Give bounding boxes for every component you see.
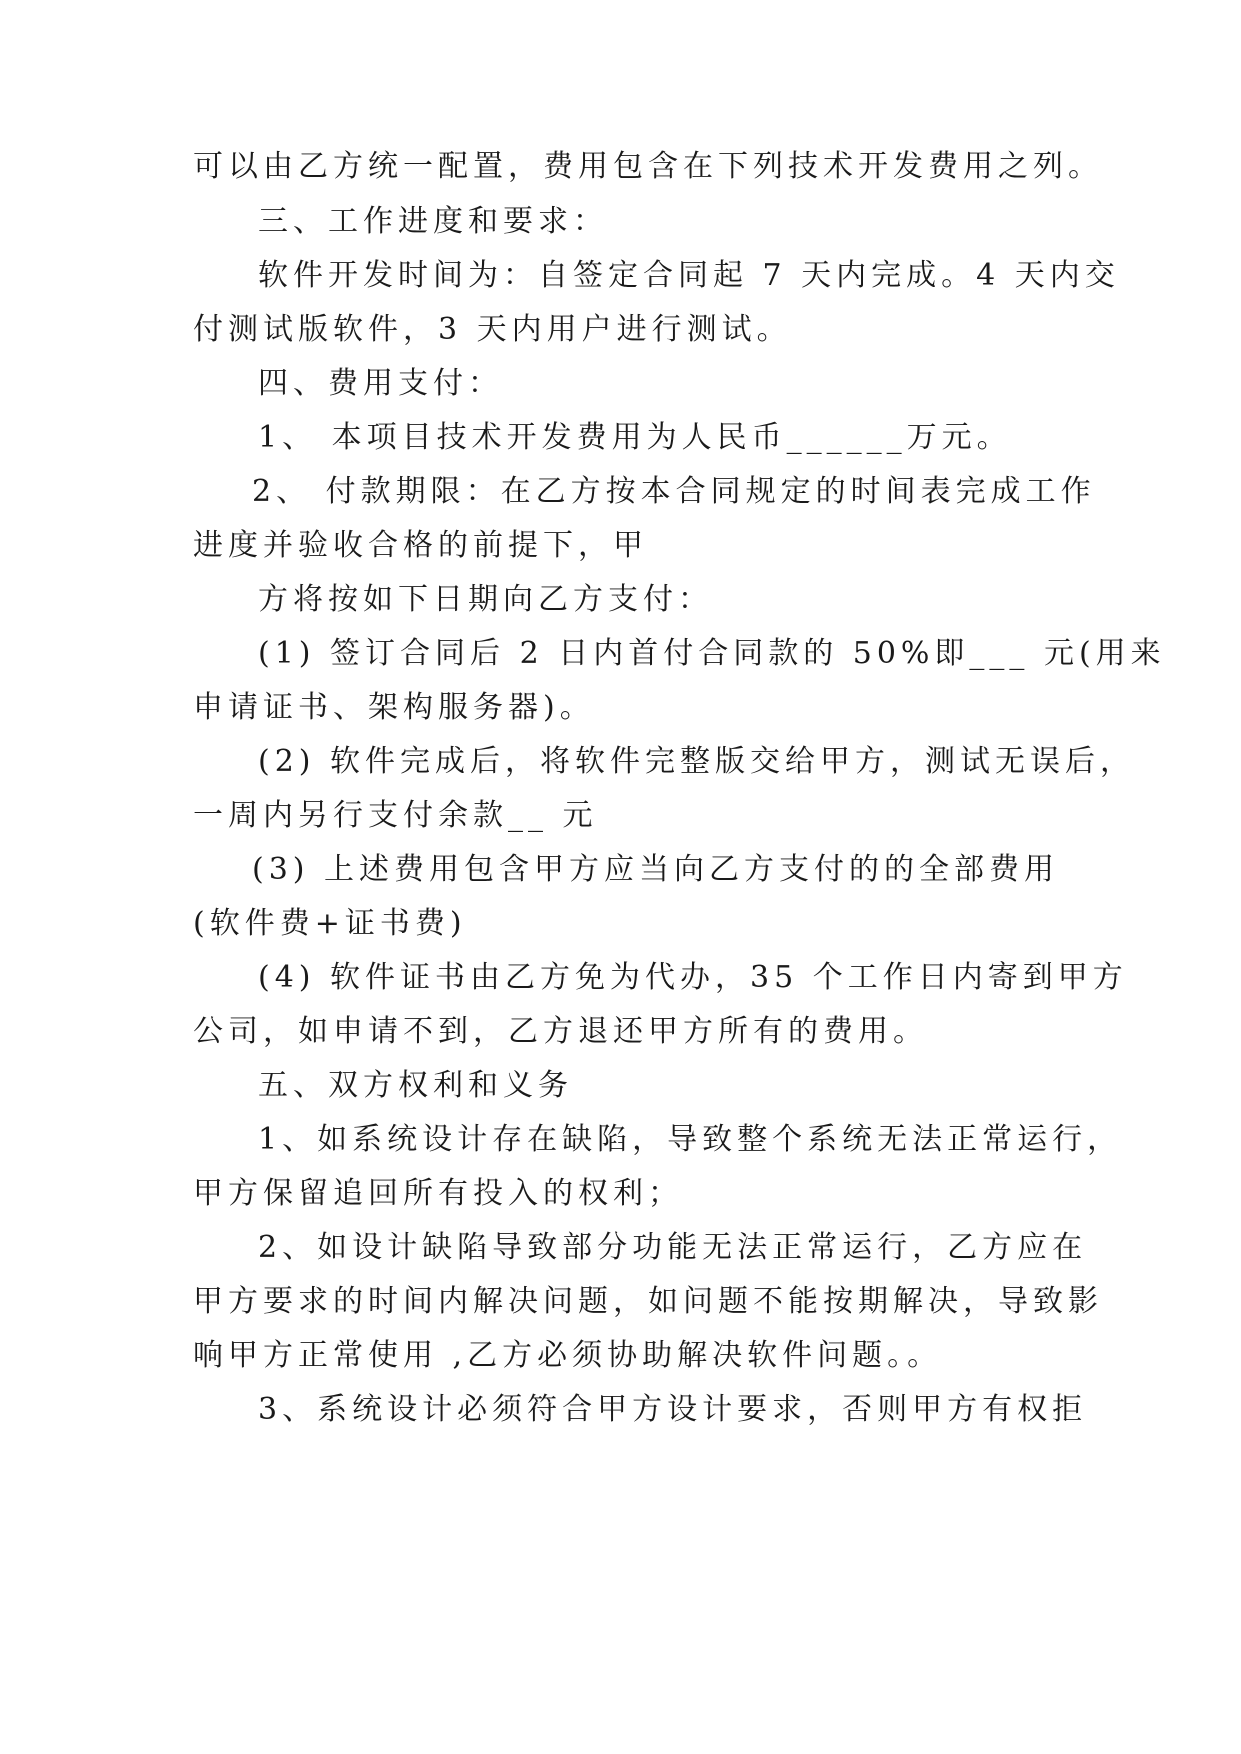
- text-line: 响甲方正常使用 ,乙方必须协助解决软件问题。。: [193, 1338, 943, 1373]
- text-line: 2、 付款期限：在乙方按本合同规定的时间表完成工作: [252, 474, 1096, 509]
- text-line: 1、如系统设计存在缺陷，导致整个系统无法正常运行，: [258, 1122, 1123, 1157]
- text-line: (1) 签订合同后 2 日内首付合同款的 50%即___ 元(用来: [258, 636, 1166, 671]
- text-line: 付测试版软件，3 天内用户进行测试。: [193, 312, 792, 347]
- text-line: 进度并验收合格的前提下，甲: [193, 528, 648, 563]
- text-line: (3) 上述费用包含甲方应当向乙方支付的的全部费用: [252, 852, 1060, 887]
- section-heading-5: 五、双方权利和义务: [258, 1068, 573, 1103]
- text-line: 公司，如申请不到，乙方退还甲方所有的费用。: [193, 1014, 928, 1049]
- section-heading-4: 四、费用支付：: [258, 366, 503, 401]
- section-heading-3: 三、工作进度和要求：: [258, 204, 608, 239]
- text-line: 方将按如下日期向乙方支付：: [258, 582, 713, 617]
- text-line: 一周内另行支付余款__ 元: [193, 798, 598, 833]
- text-line: (2) 软件完成后，将软件完整版交给甲方，测试无误后，: [258, 744, 1136, 779]
- text-line: 申请证书、架构服务器)。: [193, 690, 595, 725]
- text-line: 3、系统设计必须符合甲方设计要求，否则甲方有权拒: [258, 1392, 1088, 1427]
- text-line: 甲方保留追回所有投入的权利；: [193, 1176, 683, 1211]
- text-line: 软件开发时间为：自签定合同起 7 天内完成。4 天内交: [258, 258, 1120, 293]
- text-line: (4) 软件证书由乙方免为代办，35 个工作日内寄到甲方: [258, 960, 1128, 995]
- text-line: 可以由乙方统一配置，费用包含在下列技术开发费用之列。: [193, 149, 1103, 184]
- text-line: (软件费+证书费): [193, 906, 467, 941]
- text-line: 2、如设计缺陷导致部分功能无法正常运行，乙方应在: [258, 1230, 1088, 1265]
- text-line: 1、 本项目技术开发费用为人民币______万元。: [258, 420, 1012, 455]
- text-line: 甲方要求的时间内解决问题，如问题不能按期解决，导致影: [193, 1284, 1103, 1319]
